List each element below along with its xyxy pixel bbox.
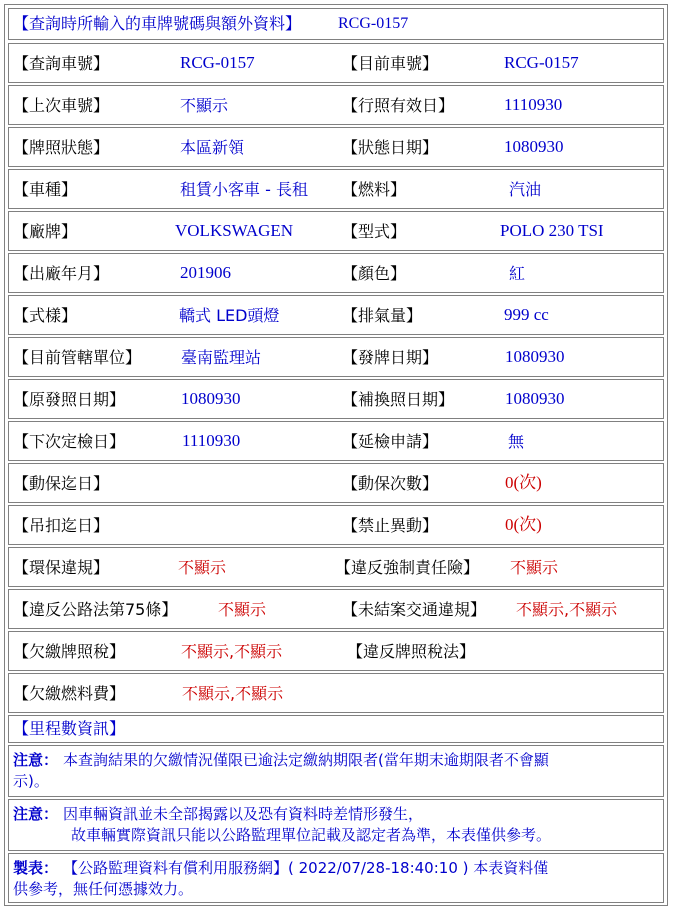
row-value-right: RCG-0157 — [504, 53, 579, 72]
table-row — [8, 379, 664, 419]
note2-label: 注意： — [13, 805, 59, 823]
table-row — [8, 253, 664, 293]
row-value-left: 臺南監理站 — [181, 348, 262, 367]
row-label-left: 【上次車號】 — [13, 96, 110, 115]
row-value-left: 201906 — [180, 263, 231, 282]
footer-line1: 【公路監理資料有償利用服務網】( 2022/07/28-18:40:10 ) 本表資料僅 — [63, 859, 549, 877]
row-label-left: 【欠繳牌照稅】 — [13, 642, 126, 661]
row-value-left: 1110930 — [182, 431, 241, 450]
row-label-left: 【欠繳燃料費】 — [13, 684, 126, 703]
footer-cell — [8, 853, 664, 903]
row-label-right: 【排氣量】 — [342, 306, 423, 325]
row-value-right: 汽油 — [509, 180, 542, 199]
row-label-right: 【發牌日期】 — [342, 348, 439, 367]
row-label-left: 【違反公路法第75條】 — [13, 600, 178, 619]
header-plate: RCG-0157 — [338, 15, 409, 32]
row-label-right: 【顏色】 — [342, 264, 407, 283]
table-row — [8, 463, 664, 503]
row-value-right: 999 cc — [504, 305, 549, 324]
row-label-right: 【型式】 — [342, 222, 407, 241]
row-label-right: 【違反強制責任險】 — [335, 558, 480, 577]
row-value-right: POLO 230 TSI — [500, 221, 604, 240]
row-value-left: RCG-0157 — [180, 53, 255, 72]
row-label-left: 【動保迄日】 — [13, 474, 110, 493]
row-label-left: 【查詢車號】 — [13, 54, 110, 73]
mileage-label: 【里程數資訊】 — [13, 719, 126, 738]
mileage-cell — [8, 715, 664, 743]
row-value-left: 本區新領 — [180, 138, 245, 157]
vehicle-info-table — [4, 4, 668, 906]
table-row — [8, 127, 664, 167]
row-value-right: 1110930 — [504, 95, 563, 114]
row-value-right: 不顯示 — [510, 558, 559, 577]
row-label-right: 【延檢申請】 — [342, 432, 439, 451]
row-label-left: 【下次定檢日】 — [13, 432, 126, 451]
row-value-left: 租賃小客車 - 長租 — [180, 180, 308, 199]
row-label-right: 【禁止異動】 — [342, 516, 439, 535]
row-label-left: 【牌照狀態】 — [13, 138, 110, 157]
row-label-left: 【出廠年月】 — [13, 264, 110, 283]
table-row — [8, 631, 664, 671]
row-value-left: 不顯示 — [218, 600, 267, 619]
table-row — [8, 589, 664, 629]
footer-label: 製表： — [13, 859, 59, 877]
row-value-left: 轎式 LED頭燈 — [179, 306, 280, 325]
table-row — [8, 421, 664, 461]
row-label-left: 【目前管轄單位】 — [13, 348, 142, 367]
row-value-left: 不顯示,不顯示 — [181, 642, 283, 661]
row-value-right: 無 — [508, 432, 525, 451]
table-row — [8, 211, 664, 251]
row-value-right: 1080930 — [504, 137, 564, 156]
note1-line1: 本查詢結果的欠繳情況僅限已逾法定繳納期限者(當年期末逾期限者不會顯 — [63, 751, 549, 769]
row-label-left: 【環保違規】 — [13, 558, 110, 577]
note-cell-1 — [8, 745, 664, 797]
note-cell-2 — [8, 799, 664, 851]
row-value-left: 不顯示 — [180, 96, 229, 115]
row-value-right: 1080930 — [505, 347, 565, 366]
row-label-left: 【廠牌】 — [13, 222, 78, 241]
row-value-left: 1080930 — [181, 389, 241, 408]
row-value-right: 0(次) — [505, 473, 542, 492]
row-value-right: 1080930 — [505, 389, 565, 408]
row-label-right: 【燃料】 — [342, 180, 407, 199]
row-label-right: 【未結案交通違規】 — [342, 600, 487, 619]
row-label-right: 【狀態日期】 — [342, 138, 439, 157]
row-label-right: 【違反牌照稅法】 — [347, 642, 476, 661]
row-label-left: 【吊扣迄日】 — [13, 516, 110, 535]
row-value-right: 0(次) — [505, 515, 542, 534]
table-row — [8, 673, 664, 713]
table-row — [8, 547, 664, 587]
row-label-right: 【動保次數】 — [342, 474, 439, 493]
row-value-left: VOLKSWAGEN — [175, 221, 294, 240]
row-label-right: 【行照有效日】 — [342, 96, 455, 115]
row-value-right: 不顯示,不顯示 — [516, 600, 618, 619]
row-label-right: 【補換照日期】 — [342, 390, 455, 409]
note2-line1: 因車輛資訊並未全部揭露以及恐有資料時差情形發生， — [63, 805, 424, 823]
header-title: 【查詢時所輸入的車牌號碼與額外資料】 — [13, 14, 302, 33]
footer-line2: 供參考，無任何憑據效力。 — [13, 880, 194, 898]
note2-line2: 故車輛實際資訊只能以公路監理單位記載及認定者為準，本表僅供參考。 — [71, 826, 552, 844]
row-label-right: 【目前車號】 — [342, 54, 439, 73]
table-row — [8, 169, 664, 209]
table-row — [8, 295, 664, 335]
header-cell — [8, 8, 664, 40]
table-row — [8, 337, 664, 377]
row-label-left: 【式樣】 — [13, 306, 78, 325]
note1-label: 注意： — [13, 751, 59, 769]
table-row — [8, 505, 664, 545]
table-row — [8, 43, 664, 83]
row-value-right: 紅 — [509, 264, 526, 283]
row-value-left: 不顯示 — [178, 558, 227, 577]
row-value-left: 不顯示,不顯示 — [182, 684, 284, 703]
row-label-left: 【車種】 — [13, 180, 78, 199]
note1-line2: 示)。 — [13, 772, 49, 790]
row-label-left: 【原發照日期】 — [13, 390, 126, 409]
table-row — [8, 85, 664, 125]
